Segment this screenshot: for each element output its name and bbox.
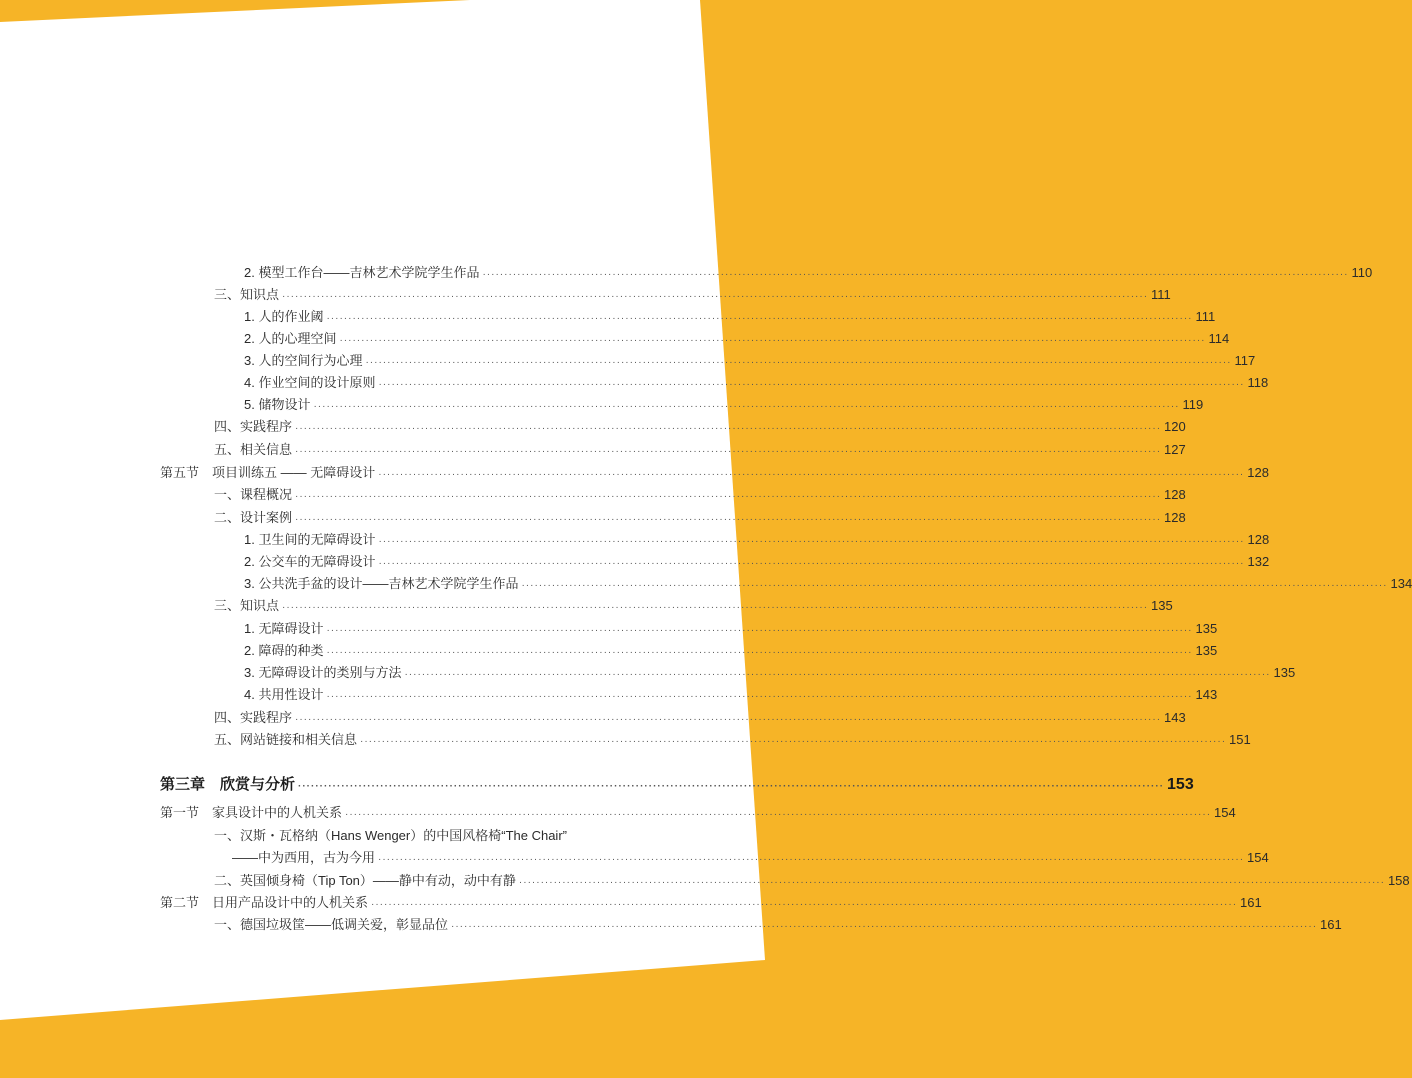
toc-entry[interactable]: [214, 825, 640, 844]
toc-section[interactable]: [160, 462, 1269, 481]
toc-title: 1. 无障碍设计: [244, 621, 324, 636]
toc-page-number: 117: [1234, 353, 1256, 368]
toc-entry[interactable]: [244, 573, 1412, 592]
toc-title: 日用产品设计中的人机关系: [212, 895, 369, 910]
toc-title: 第三章 欣赏与分析: [160, 776, 296, 793]
toc-title: 五、网站链接和相关信息: [214, 732, 358, 747]
toc-dot-leader: ········································································································································································································: [378, 854, 1245, 865]
toc-page-number: 154: [1247, 850, 1269, 865]
toc-dot-leader: ········································································································································································································: [326, 647, 1193, 658]
toc-page-number: 128: [1164, 510, 1186, 525]
toc-page-number: 143: [1164, 710, 1186, 725]
toc-page-number: 135: [1151, 598, 1173, 613]
toc-entry[interactable]: [214, 595, 1173, 614]
toc-section[interactable]: [160, 892, 1262, 911]
toc-dot-leader: ········································································································································································································: [339, 335, 1206, 346]
toc-title: 2. 公交车的无障碍设计: [244, 554, 376, 569]
toc-page-number: 143: [1195, 687, 1218, 702]
toc-page-number: 132: [1247, 554, 1270, 569]
toc-page-number: 111: [1195, 309, 1216, 324]
toc-title: 项目训练五 —— 无障碍设计: [212, 465, 376, 480]
toc-entry[interactable]: [214, 870, 1410, 889]
toc-page-number: 120: [1164, 419, 1186, 434]
toc-title: 家具设计中的人机关系: [212, 805, 343, 820]
toc-title: 一、课程概况: [214, 487, 293, 502]
toc-dot-leader: ········································································································································································································: [295, 491, 1162, 502]
toc-dot-leader: ········································································································································································································: [295, 514, 1162, 525]
toc-title: 2. 模型工作台——吉林艺术学院学生作品: [244, 265, 480, 280]
toc-title: 4. 共用性设计: [244, 687, 324, 702]
toc-dot-leader: ········································································································································································································: [295, 446, 1162, 457]
toc-title: 2. 障碍的种类: [244, 643, 324, 658]
toc-page-number: 128: [1164, 487, 1186, 502]
toc-page-number: 127: [1164, 442, 1186, 457]
toc-title: 三、知识点: [214, 287, 280, 302]
toc-entry[interactable]: [214, 707, 1186, 726]
toc-section-number: 第五节: [160, 465, 200, 480]
toc-title: 2. 人的心理空间: [244, 331, 337, 346]
toc-entry[interactable]: [244, 372, 1269, 391]
toc-dot-leader: ········································································································································································································: [518, 877, 1385, 888]
toc-entry[interactable]: [244, 684, 1218, 703]
toc-title: ——中为西用，古为今用: [232, 850, 376, 865]
toc-entry[interactable]: [244, 328, 1230, 347]
toc-entry[interactable]: [214, 284, 1171, 303]
toc-title: 3. 公共洗手盆的设计——吉林艺术学院学生作品: [244, 576, 519, 591]
toc-entry[interactable]: [244, 306, 1216, 325]
toc-page-number: 114: [1208, 331, 1230, 346]
toc-page-number: 153: [1167, 776, 1194, 793]
toc-page-number: 135: [1195, 643, 1218, 658]
toc-entry[interactable]: [214, 729, 1251, 748]
toc-title: 三、知识点: [214, 598, 280, 613]
toc-title: 3. 人的空间行为心理: [244, 353, 363, 368]
toc-section-number: 第一节: [160, 805, 200, 820]
toc-dot-leader: ········································································································································································································: [295, 714, 1162, 725]
toc-dot-leader: ········································································································································································································: [282, 602, 1149, 613]
toc-entry[interactable]: [232, 847, 1269, 866]
toc-dot-leader: ········································································································································································································: [326, 625, 1193, 636]
toc-section-number: 第二节: [160, 895, 200, 910]
toc-chapter[interactable]: [160, 773, 1194, 794]
toc-page-number: 128: [1247, 465, 1269, 480]
toc-entry[interactable]: [244, 618, 1218, 637]
toc-dot-leader: ········································································································································································································: [378, 379, 1245, 390]
toc-page-number: 110: [1351, 265, 1373, 280]
toc-page-number: 161: [1320, 917, 1342, 932]
toc-dot-leader: ········································································································································································································: [451, 921, 1318, 932]
toc-title: 1. 卫生间的无障碍设计: [244, 532, 376, 547]
toc-dot-leader: ········································································································································································································: [521, 580, 1388, 591]
toc-dot-leader: ········································································································································································································: [378, 469, 1245, 480]
toc-entry[interactable]: [214, 914, 1342, 933]
toc-dot-leader: ········································································································································································································: [404, 669, 1271, 680]
toc-page-number: 151: [1229, 732, 1251, 747]
toc-page-number: 128: [1247, 532, 1270, 547]
toc-dot-leader: ········································································································································································································: [371, 899, 1238, 910]
toc-dot-leader: ········································································································································································································: [345, 809, 1212, 820]
toc-title: 五、相关信息: [214, 442, 293, 457]
toc-entry[interactable]: [244, 640, 1218, 659]
toc-entry[interactable]: [244, 551, 1270, 570]
toc-title: 四、实践程序: [214, 419, 293, 434]
toc-page-number: 118: [1247, 375, 1269, 390]
toc-entry[interactable]: [244, 529, 1270, 548]
toc-entry[interactable]: [244, 262, 1373, 281]
toc-dot-leader: ········································································································································································································: [295, 423, 1162, 434]
toc-dot-leader: ········································································································································································································: [482, 269, 1349, 280]
toc-entry[interactable]: [214, 416, 1186, 435]
toc-page-number: 161: [1240, 895, 1262, 910]
toc-page-number: 154: [1214, 805, 1236, 820]
toc-dot-leader: ········································································································································································································: [326, 313, 1193, 324]
toc-title: 4. 作业空间的设计原则: [244, 375, 376, 390]
toc-section[interactable]: [160, 802, 1236, 821]
toc-page-number: 135: [1273, 665, 1296, 680]
toc-title: 四、实践程序: [214, 710, 293, 725]
toc-entry[interactable]: [214, 484, 1186, 503]
toc-dot-leader: ········································································································································································································: [326, 691, 1193, 702]
toc-entry[interactable]: [214, 507, 1186, 526]
toc-title: 5. 储物设计: [244, 397, 311, 412]
toc-dot-leader: ········································································································································································································: [282, 291, 1149, 302]
toc-title: 3. 无障碍设计的类别与方法: [244, 665, 402, 680]
toc-page-number: 134: [1390, 576, 1412, 591]
toc-entry[interactable]: [244, 350, 1256, 369]
toc-page-number: 119: [1182, 397, 1204, 412]
toc-page-number: 111: [1151, 287, 1171, 302]
toc-dot-leader: ········································································································································································································: [298, 781, 1165, 792]
toc-entry[interactable]: [244, 662, 1296, 681]
toc-title: 二、设计案例: [214, 510, 293, 525]
toc-dot-leader: ········································································································································································································: [378, 558, 1245, 569]
toc-title: 1. 人的作业阈: [244, 309, 324, 324]
toc-dot-leader: ········································································································································································································: [365, 357, 1232, 368]
toc-dot-leader: ········································································································································································································: [360, 736, 1227, 747]
toc-page-number: 158: [1387, 873, 1410, 888]
toc-page-number: 135: [1195, 621, 1218, 636]
toc-entry[interactable]: [214, 439, 1186, 458]
toc-dot-leader: ········································································································································································································: [313, 401, 1180, 412]
toc-entry[interactable]: [244, 394, 1204, 413]
toc-title: 二、英国倾身椅（Tip Ton）——静中有动，动中有静: [214, 873, 516, 888]
toc-title: 一、德国垃圾筐——低调关爱，彰显品位: [214, 917, 449, 932]
toc-dot-leader: ········································································································································································································: [378, 536, 1245, 547]
toc-title: 一、汉斯・瓦格纳（Hans Wenger）的中国风格椅“The Chair”: [214, 828, 567, 843]
